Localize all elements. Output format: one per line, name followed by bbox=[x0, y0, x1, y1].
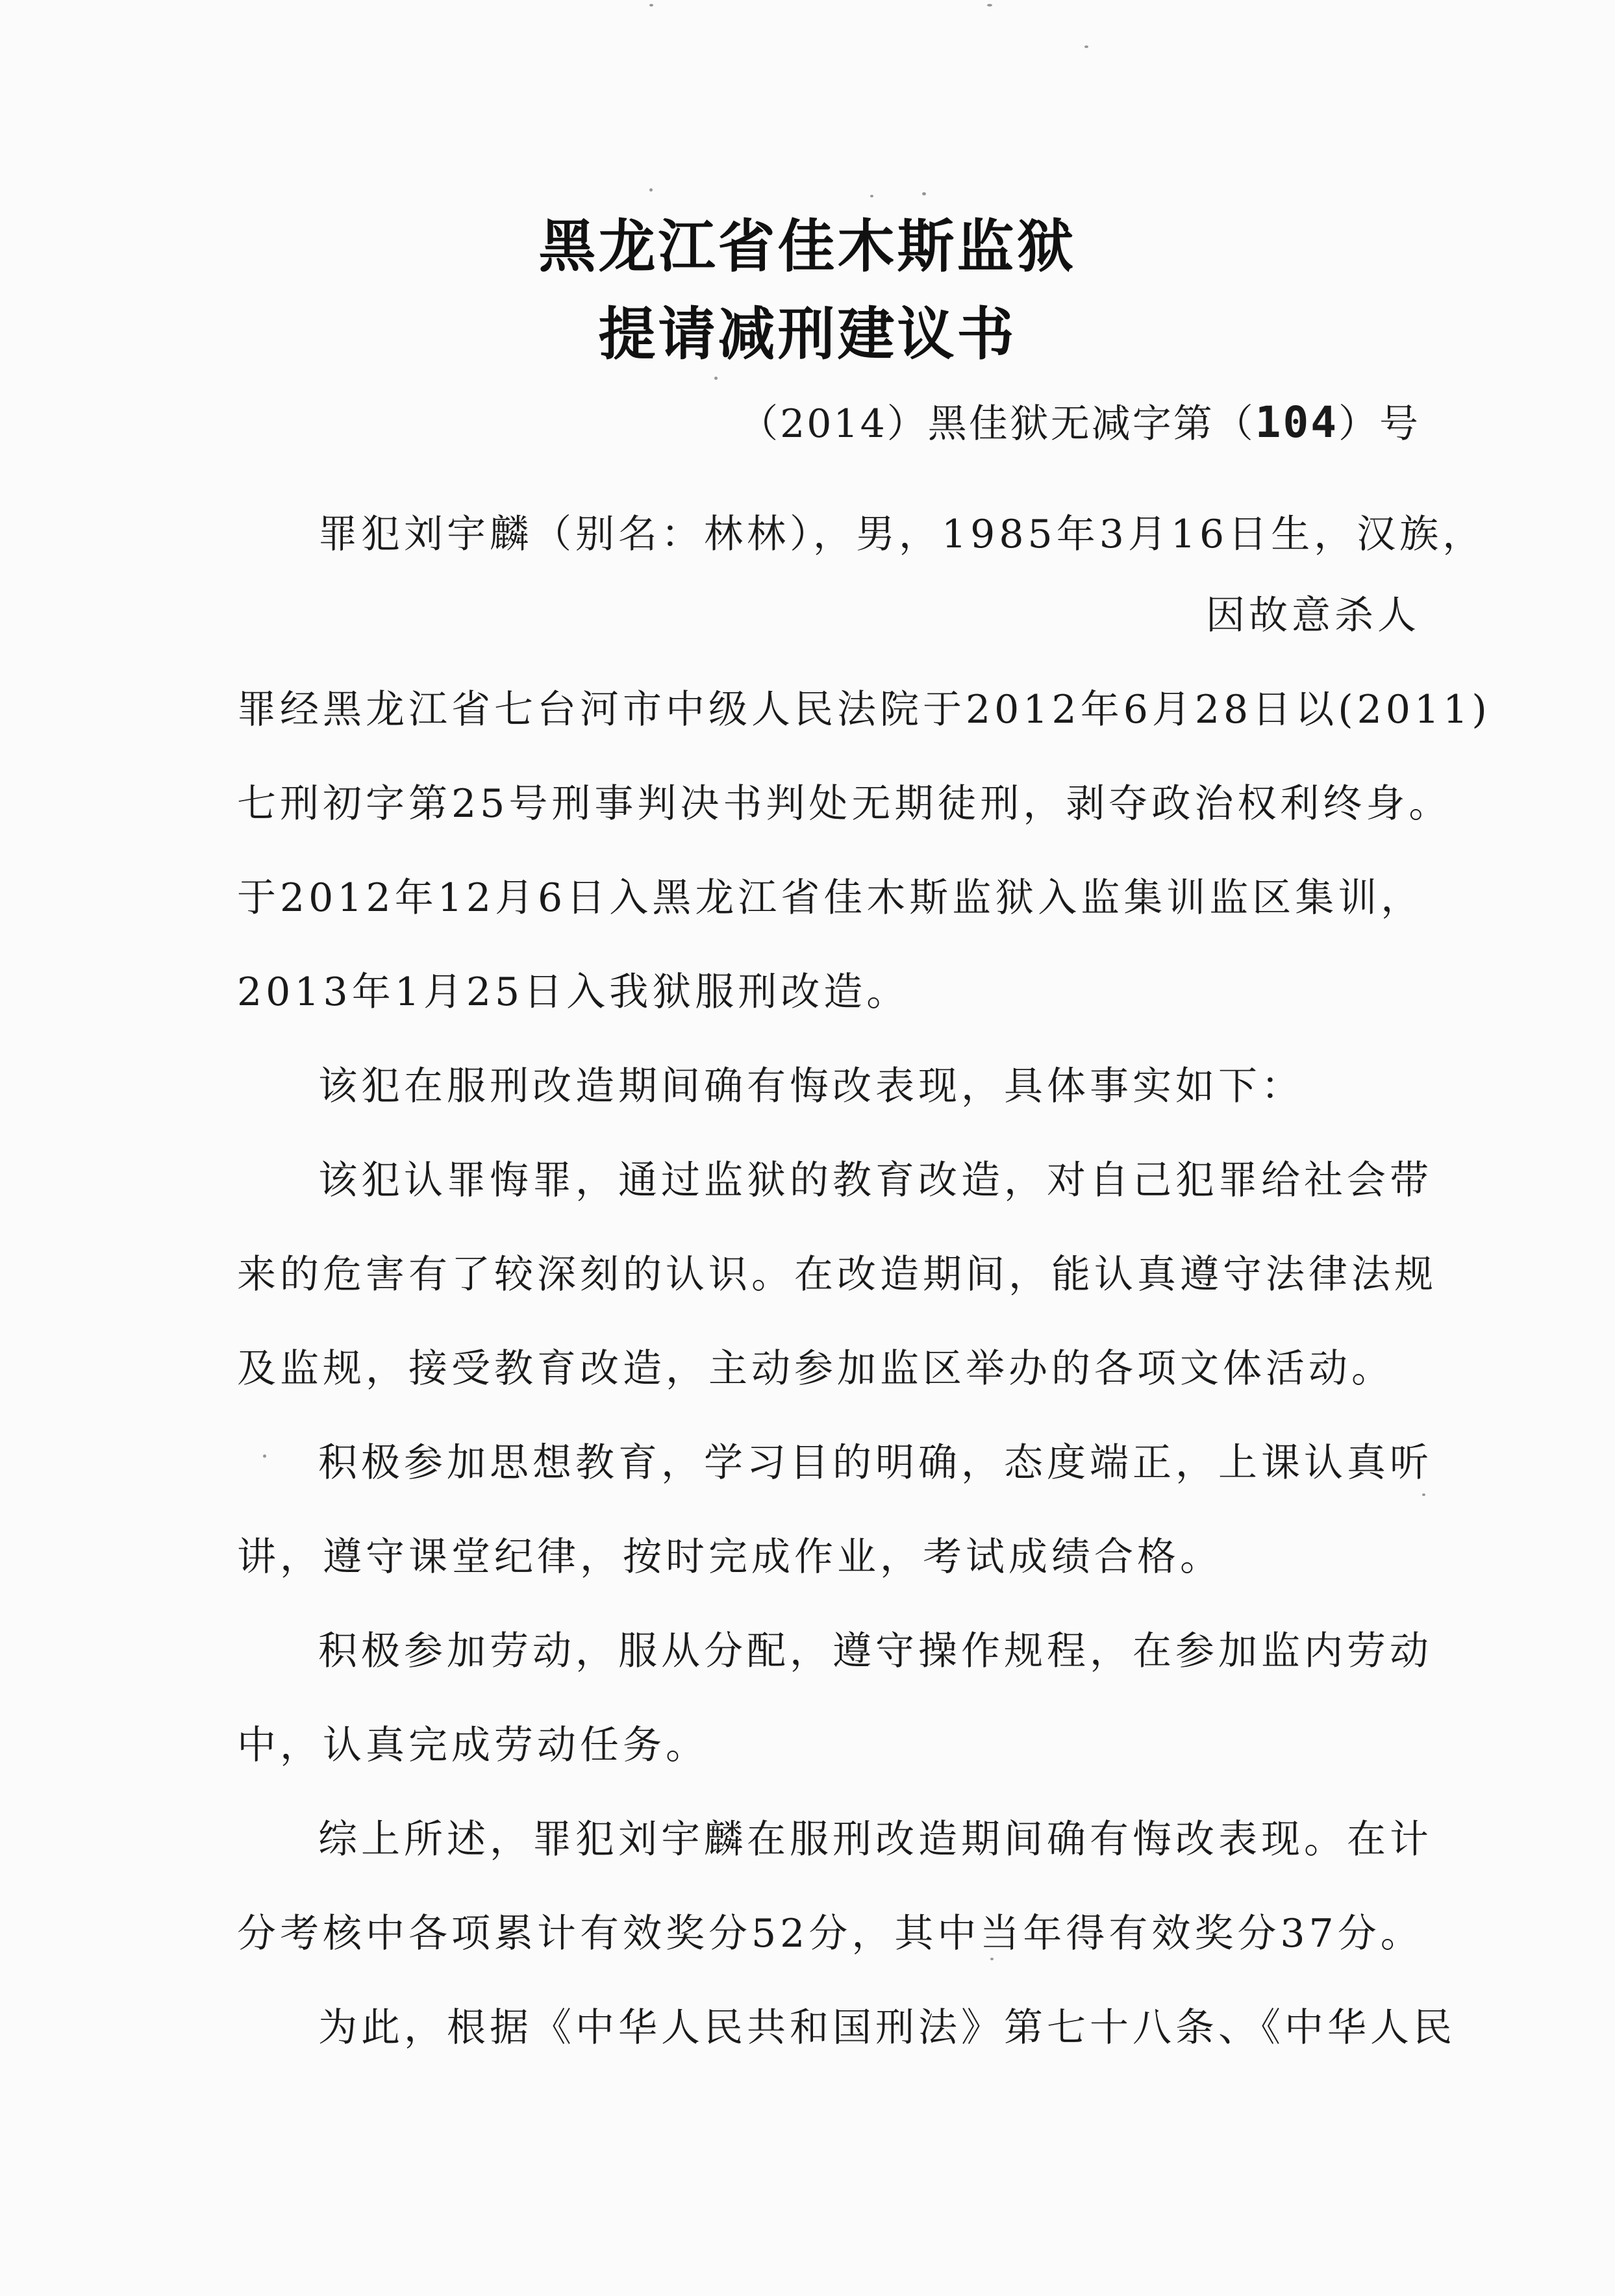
text-line: 七刑初字第25号刑事判决书判处无期徒刑，剥夺政治权利终身。 bbox=[237, 781, 1452, 827]
scan-speck bbox=[1422, 1493, 1425, 1496]
document-number-prefix: （2014）黑佳狱无减字第（ bbox=[739, 401, 1255, 447]
scan-speck bbox=[649, 4, 653, 6]
text-line: 及监规，接受教育改造，主动参加监区举办的各项文体活动。 bbox=[237, 1346, 1394, 1391]
text-line: 积极参加思想教育，学习目的明确，态度端正，上课认真听 bbox=[318, 1440, 1433, 1486]
scan-speck bbox=[870, 195, 873, 197]
scan-speck bbox=[714, 377, 718, 380]
document-number bbox=[739, 393, 1420, 449]
document-title-line1: 黑龙江省佳木斯监狱 bbox=[538, 213, 1077, 280]
document-title-line2: 提请减刑建议书 bbox=[598, 301, 1017, 368]
scan-speck bbox=[263, 1454, 266, 1458]
text-line: 积极参加劳动，服从分配，遵守操作规程，在参加监内劳动 bbox=[318, 1628, 1433, 1674]
scan-speck bbox=[649, 188, 653, 192]
text-line: 罪经黑龙江省七台河市中级人民法院于2012年6月28日以(2011) bbox=[237, 687, 1491, 732]
scan-speck bbox=[987, 4, 992, 6]
text-line: 综上所述，罪犯刘宇麟在服刑改造期间确有悔改表现。在计 bbox=[318, 1817, 1433, 1862]
text-line: 中，认真完成劳动任务。 bbox=[237, 1723, 708, 1768]
text-line: 为此，根据《中华人民共和国刑法》第七十八条、《中华人民 bbox=[318, 2005, 1456, 2051]
text-line: 罪犯刘宇麟（别名：林林），男，1985年3月16日生，汉族， bbox=[318, 512, 1486, 557]
document-number-value: 104 bbox=[1255, 397, 1338, 447]
text-line: 于2012年12月6日入黑龙江省佳木斯监狱入监集训监区集训， bbox=[237, 875, 1424, 921]
scan-speck bbox=[1084, 45, 1088, 48]
text-line: 2013年1月25日入我狱服刑改造。 bbox=[237, 969, 910, 1015]
document-number-suffix: ）号 bbox=[1338, 401, 1420, 447]
text-line: 因故意杀人 bbox=[1206, 593, 1420, 638]
text-line: 该犯认罪悔罪，通过监狱的教育改造，对自己犯罪给社会带 bbox=[318, 1158, 1433, 1203]
text-line: 该犯在服刑改造期间确有悔改表现，具体事实如下： bbox=[318, 1064, 1304, 1109]
text-line: 来的危害有了较深刻的认识。在改造期间，能认真遵守法律法规 bbox=[237, 1252, 1437, 1297]
text-line: 分考核中各项累计有效奖分52分，其中当年得有效奖分37分。 bbox=[237, 1911, 1423, 1956]
scan-speck bbox=[922, 192, 926, 195]
text-line: 讲，遵守课堂纪律，按时完成作业，考试成绩合格。 bbox=[237, 1534, 1223, 1580]
